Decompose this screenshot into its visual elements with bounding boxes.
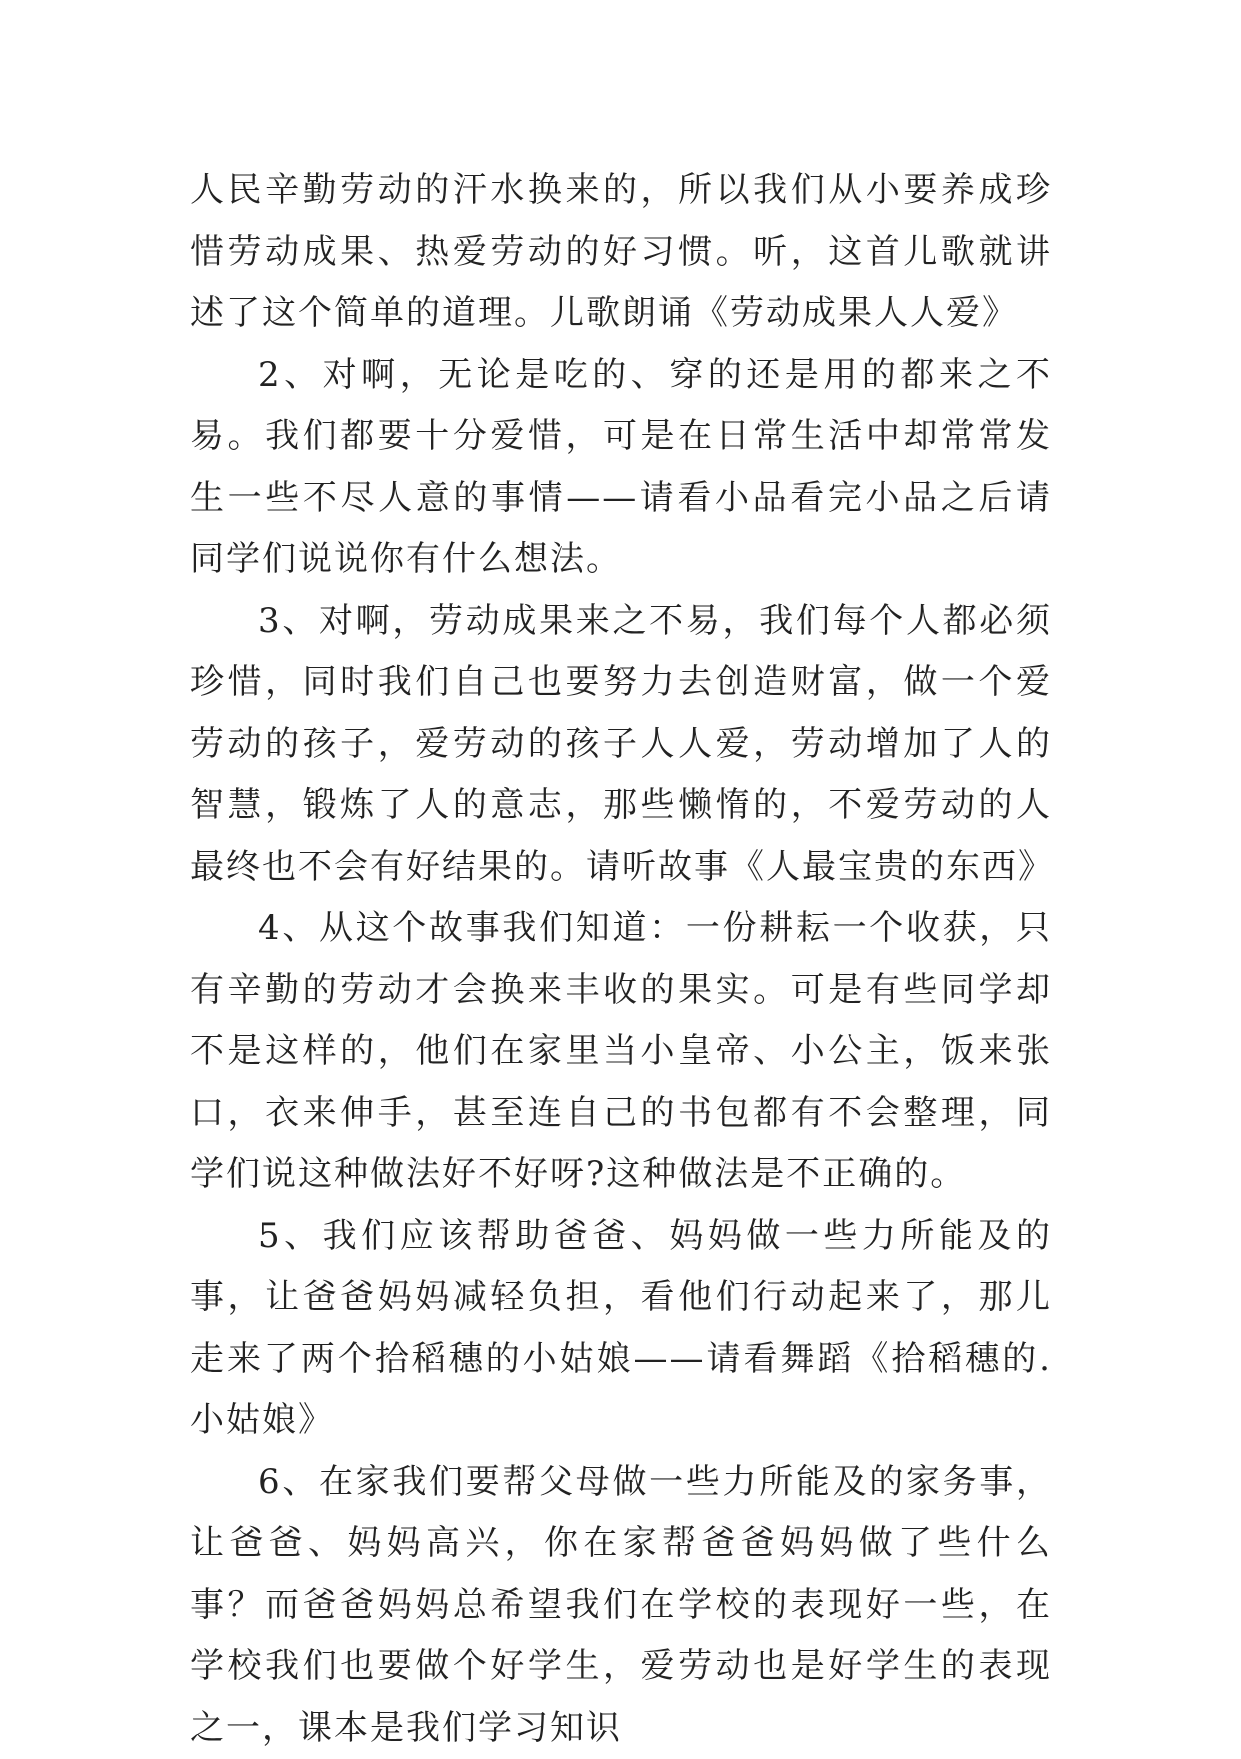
- paragraph-intro: 人民辛勤劳动的汗水换来的，所以我们从小要养成珍惜劳动成果、热爱劳动的好习惯。听，这首儿歌就讲述了这个简单的道理。儿歌朗诵《劳动成果人人爱》: [190, 160, 1052, 345]
- paragraph-6: 6、在家我们要帮父母做一些力所能及的家务事，让爸爸、妈妈高兴，你在家帮爸爸妈妈做了些什么事？而爸爸妈妈总希望我们在学校的表现好一些，在学校我们也要做个好学生，爱劳动也是好学生的表现之一，课本是我们学习知识: [190, 1452, 1052, 1759]
- document-body: [190, 160, 1052, 1759]
- paragraph-4: 4、从这个故事我们知道：一份耕耘一个收获，只有辛勤的劳动才会换来丰收的果实。可是有些同学却不是这样的，他们在家里当小皇帝、小公主，饭来张口，衣来伸手，甚至连自己的书包都有不会整理，同学们说这种做法好不好呀?这种做法是不正确的。: [190, 898, 1052, 1206]
- paragraph-3: 3、对啊，劳动成果来之不易，我们每个人都必须珍惜，同时我们自己也要努力去创造财富，做一个爱劳动的孩子，爱劳动的孩子人人爱，劳动增加了人的智慧，锻炼了人的意志，那些懒惰的，不爱劳动的人最终也不会有好结果的。请听故事《人最宝贵的东西》: [190, 591, 1052, 899]
- paragraph-5: 5、我们应该帮助爸爸、妈妈做一些力所能及的事，让爸爸妈妈减轻负担，看他们行动起来了，那儿走来了两个拾稻穗的小姑娘——请看舞蹈《拾稻穗的.小姑娘》: [190, 1206, 1052, 1452]
- paragraph-2: 2、对啊，无论是吃的、穿的还是用的都来之不易。我们都要十分爱惜，可是在日常生活中却常常发生一些不尽人意的事情——请看小品看完小品之后请同学们说说你有什么想法。: [190, 345, 1052, 591]
